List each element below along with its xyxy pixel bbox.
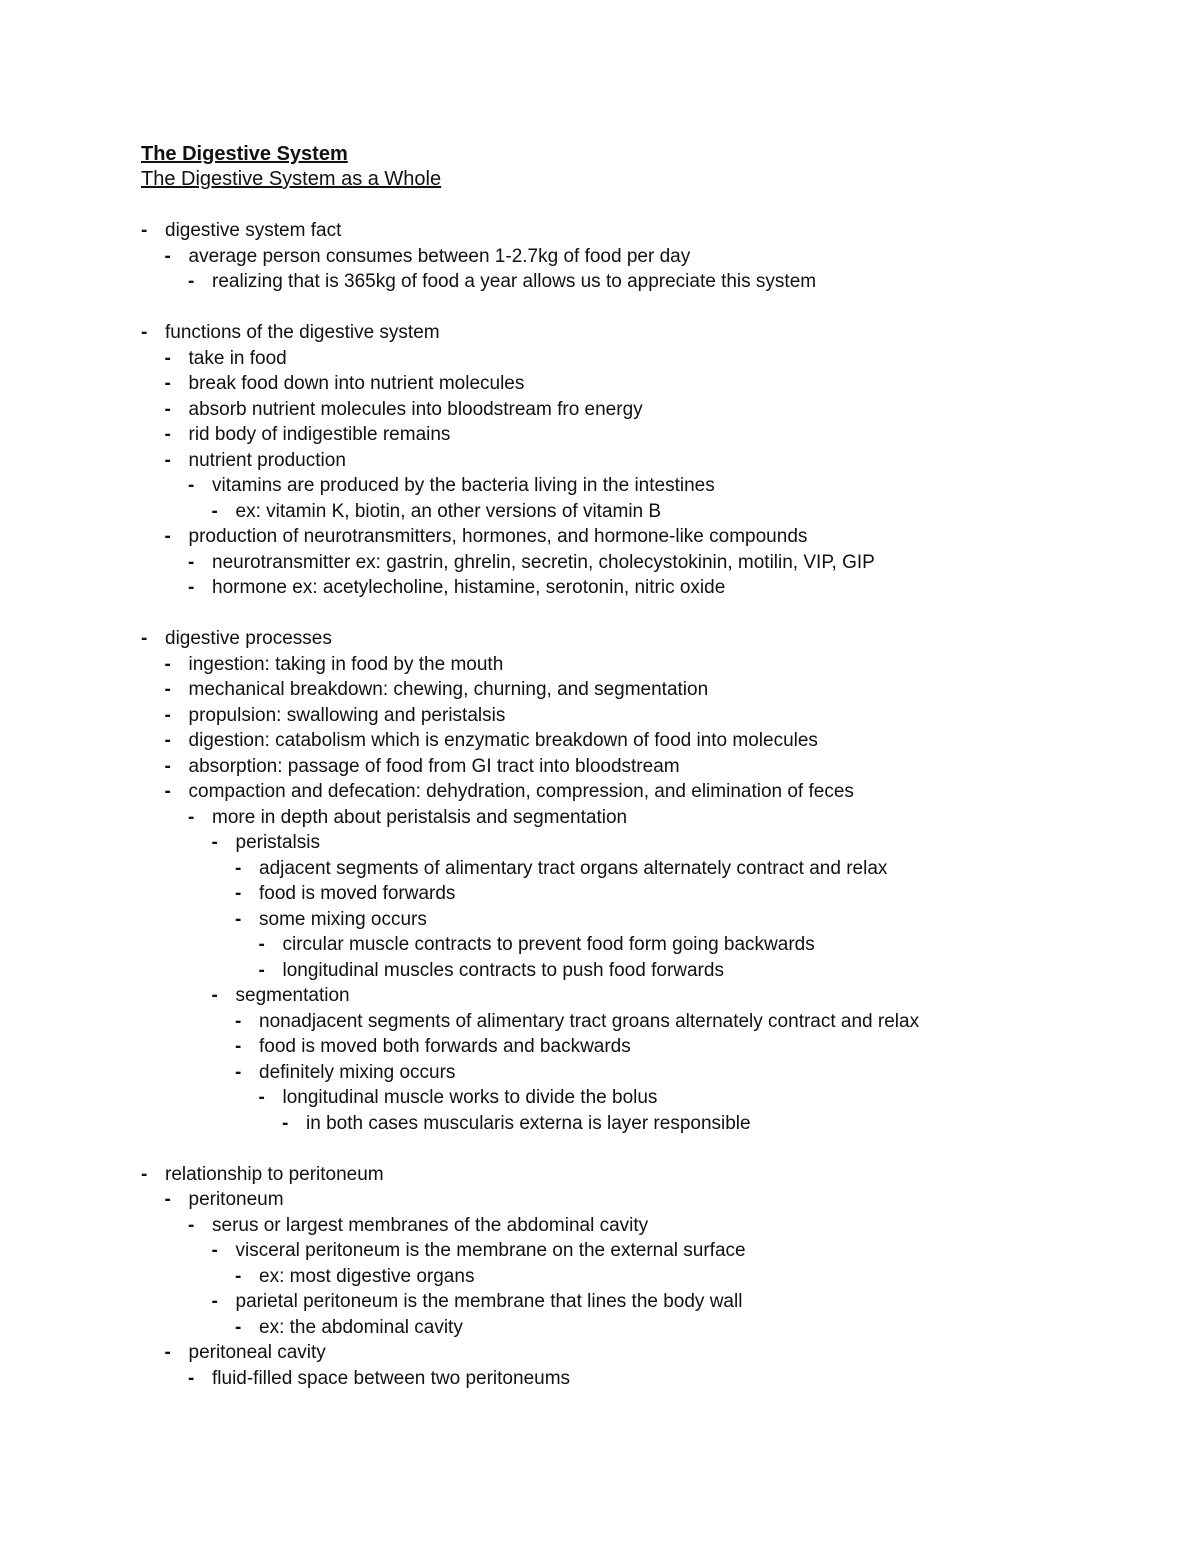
bullet-dash: -: [235, 1316, 242, 1338]
document-title: The Digestive System: [141, 143, 348, 165]
outline-item-text: realizing that is 365kg of food a year allows us to appreciate this system: [212, 271, 817, 292]
outline-item-text: in both cases muscularis externa is layer responsible: [306, 1112, 751, 1134]
outline-item-level-1: [141, 1340, 1141, 1366]
outline-item-level-3: [141, 830, 1141, 856]
outline-item-level-3: [141, 983, 1141, 1009]
outline-item-text: some mixing occurs: [259, 908, 427, 930]
outline-item-text: longitudinal muscles contracts to push food forwards: [282, 959, 724, 981]
bullet-dash: -: [188, 577, 195, 598]
outline-item-text: food is moved both forwards and backwards: [259, 1036, 631, 1057]
outline-item-level-1: [141, 371, 1141, 397]
outline-item-level-5: [141, 958, 1141, 984]
outline-item-level-1: [141, 422, 1141, 448]
outline-item-text: fluid-filled space between two peritoneums: [212, 1367, 571, 1389]
outline-item-level-1: [141, 244, 1141, 270]
outline-item-text: compaction and defecation: dehydration, compression, and elimination of feces: [188, 781, 854, 802]
bullet-dash: -: [188, 1214, 195, 1236]
outline-item-text: break food down into nutrient molecules: [188, 373, 525, 394]
outline-item-level-2: [141, 575, 1141, 601]
outline-item-level-2: [141, 805, 1141, 831]
outline-item-text: hormone ex: acetylecholine, histamine, serotonin, nitric oxide: [212, 577, 726, 598]
outline-item-text: relationship to peritoneum: [165, 1163, 384, 1185]
outline-item-level-1: [141, 652, 1141, 678]
outline-item-text: digestion: catabolism which is enzymatic breakdown of food into molecules: [188, 730, 818, 751]
outline-item-text: adjacent segments of alimentary tract organs alternately contract and relax: [259, 857, 888, 879]
outline-item-text: definitely mixing occurs: [259, 1061, 456, 1083]
outline-item-level-3: [141, 1289, 1141, 1315]
section-spacer: [141, 1136, 1141, 1162]
bullet-dash: -: [235, 1265, 242, 1287]
outline-item-level-4: [141, 856, 1141, 882]
bullet-dash: -: [164, 755, 171, 777]
outline-item-level-0: [141, 320, 1141, 346]
outline-item-text: vitamins are produced by the bacteria living in the intestines: [212, 475, 715, 496]
bullet-dash: -: [164, 398, 171, 420]
bullet-dash: -: [258, 959, 265, 981]
outline-item-text: absorb nutrient molecules into bloodstream fro energy: [188, 398, 643, 420]
bullet-dash: -: [258, 934, 265, 955]
outline-item-text: nonadjacent segments of alimentary tract groans alternately contract and relax: [259, 1010, 920, 1032]
bullet-dash: -: [188, 271, 195, 292]
outline-item-text: circular muscle contracts to prevent food form going backwards: [282, 934, 815, 955]
outline-item-text: more in depth about peristalsis and segmentation: [212, 806, 628, 828]
outline-item-text: ex: vitamin K, biotin, an other versions of vitamin B: [235, 500, 662, 522]
bullet-dash: -: [235, 908, 242, 930]
outline-item-level-6: [141, 1111, 1141, 1137]
bullet-outline: [141, 218, 1141, 1391]
outline-item-text: visceral peritoneum is the membrane on the external surface: [235, 1240, 746, 1261]
bullet-dash: -: [164, 653, 171, 675]
outline-item-text: neurotransmitter ex: gastrin, ghrelin, secretin, cholecystokinin, motilin, VIP, GIP: [212, 551, 875, 573]
bullet-dash: -: [164, 449, 171, 471]
bullet-dash: -: [164, 730, 171, 751]
outline-item-level-1: [141, 448, 1141, 474]
bullet-dash: -: [282, 1112, 289, 1134]
bullet-dash: -: [258, 1087, 265, 1108]
outline-item-level-2: [141, 473, 1141, 499]
bullet-dash: -: [164, 704, 171, 726]
bullet-dash: -: [211, 1240, 218, 1261]
outline-item-level-0: [141, 1162, 1141, 1188]
outline-item-text: longitudinal muscle works to divide the bolus: [282, 1087, 658, 1108]
outline-item-level-1: [141, 677, 1141, 703]
outline-item-level-1: [141, 1187, 1141, 1213]
bullet-dash: -: [164, 526, 171, 547]
outline-item-text: functions of the digestive system: [165, 322, 440, 343]
bullet-dash: -: [188, 1367, 195, 1389]
bullet-dash: -: [211, 500, 218, 522]
outline-item-level-2: [141, 550, 1141, 576]
outline-item-level-1: [141, 397, 1141, 423]
bullet-dash: -: [164, 1342, 171, 1363]
bullet-dash: -: [235, 1010, 242, 1032]
bullet-dash: -: [235, 1036, 242, 1057]
outline-item-text: ingestion: taking in food by the mouth: [188, 653, 504, 675]
outline-item-level-5: [141, 1085, 1141, 1111]
bullet-dash: -: [164, 245, 171, 267]
outline-item-text: serus or largest membranes of the abdominal cavity: [212, 1214, 649, 1236]
outline-item-text: absorption: passage of food from GI tract into bloodstream: [188, 755, 680, 777]
bullet-dash: -: [235, 1061, 242, 1083]
outline-item-text: peritoneum: [188, 1189, 284, 1210]
outline-item-text: ex: most digestive organs: [259, 1265, 475, 1287]
bullet-dash: -: [141, 628, 148, 649]
outline-item-level-1: [141, 703, 1141, 729]
bullet-dash: -: [164, 1189, 171, 1210]
outline-item-level-0: [141, 218, 1141, 244]
bullet-dash: -: [211, 1291, 218, 1312]
bullet-dash: -: [211, 832, 218, 853]
outline-item-level-3: [141, 499, 1141, 525]
outline-item-text: nutrient production: [188, 449, 346, 471]
outline-item-level-4: [141, 881, 1141, 907]
bullet-dash: -: [141, 322, 148, 343]
outline-item-text: production of neurotransmitters, hormones, and hormone-like compounds: [188, 526, 808, 547]
outline-item-level-4: [141, 1034, 1141, 1060]
bullet-dash: -: [164, 781, 171, 802]
outline-item-text: average person consumes between 1-2.7kg of food per day: [188, 245, 691, 267]
bullet-dash: -: [188, 806, 195, 828]
outline-item-level-3: [141, 1238, 1141, 1264]
outline-item-level-2: [141, 1213, 1141, 1239]
outline-item-text: segmentation: [235, 985, 350, 1006]
bullet-dash: -: [164, 373, 171, 394]
bullet-dash: -: [211, 985, 218, 1006]
outline-item-text: take in food: [188, 347, 287, 369]
outline-item-text: digestive system fact: [165, 220, 342, 241]
outline-item-text: ex: the abdominal cavity: [259, 1316, 463, 1338]
outline-item-text: peristalsis: [235, 832, 320, 853]
outline-item-text: mechanical breakdown: chewing, churning, and segmentation: [188, 679, 709, 700]
bullet-dash: -: [164, 679, 171, 700]
outline-item-level-5: [141, 932, 1141, 958]
outline-item-level-4: [141, 907, 1141, 933]
bullet-dash: -: [235, 857, 242, 879]
outline-item-text: parietal peritoneum is the membrane that lines the body wall: [235, 1291, 743, 1312]
outline-item-level-4: [141, 1264, 1141, 1290]
outline-item-text: rid body of indigestible remains: [188, 424, 451, 445]
outline-item-level-4: [141, 1315, 1141, 1341]
outline-item-level-1: [141, 728, 1141, 754]
outline-item-text: peritoneal cavity: [188, 1342, 326, 1363]
outline-item-level-4: [141, 1060, 1141, 1086]
bullet-dash: -: [235, 883, 242, 904]
outline-item-level-2: [141, 1366, 1141, 1392]
outline-item-text: food is moved forwards: [259, 883, 456, 904]
bullet-dash: -: [188, 551, 195, 573]
outline-item-text: digestive processes: [165, 628, 332, 649]
bullet-dash: -: [141, 1163, 148, 1185]
outline-item-level-1: [141, 346, 1141, 372]
outline-item-level-4: [141, 1009, 1141, 1035]
outline-item-level-1: [141, 779, 1141, 805]
bullet-dash: -: [141, 220, 148, 241]
outline-item-level-2: [141, 269, 1141, 295]
section-heading: The Digestive System as a Whole: [141, 168, 442, 190]
section-spacer: [141, 601, 1141, 627]
outline-item-level-1: [141, 524, 1141, 550]
outline-item-text: propulsion: swallowing and peristalsis: [188, 704, 506, 726]
bullet-dash: -: [164, 347, 171, 369]
section-spacer: [141, 295, 1141, 321]
outline-item-level-0: [141, 626, 1141, 652]
bullet-dash: -: [164, 424, 171, 445]
bullet-dash: -: [188, 475, 195, 496]
outline-item-level-1: [141, 754, 1141, 780]
